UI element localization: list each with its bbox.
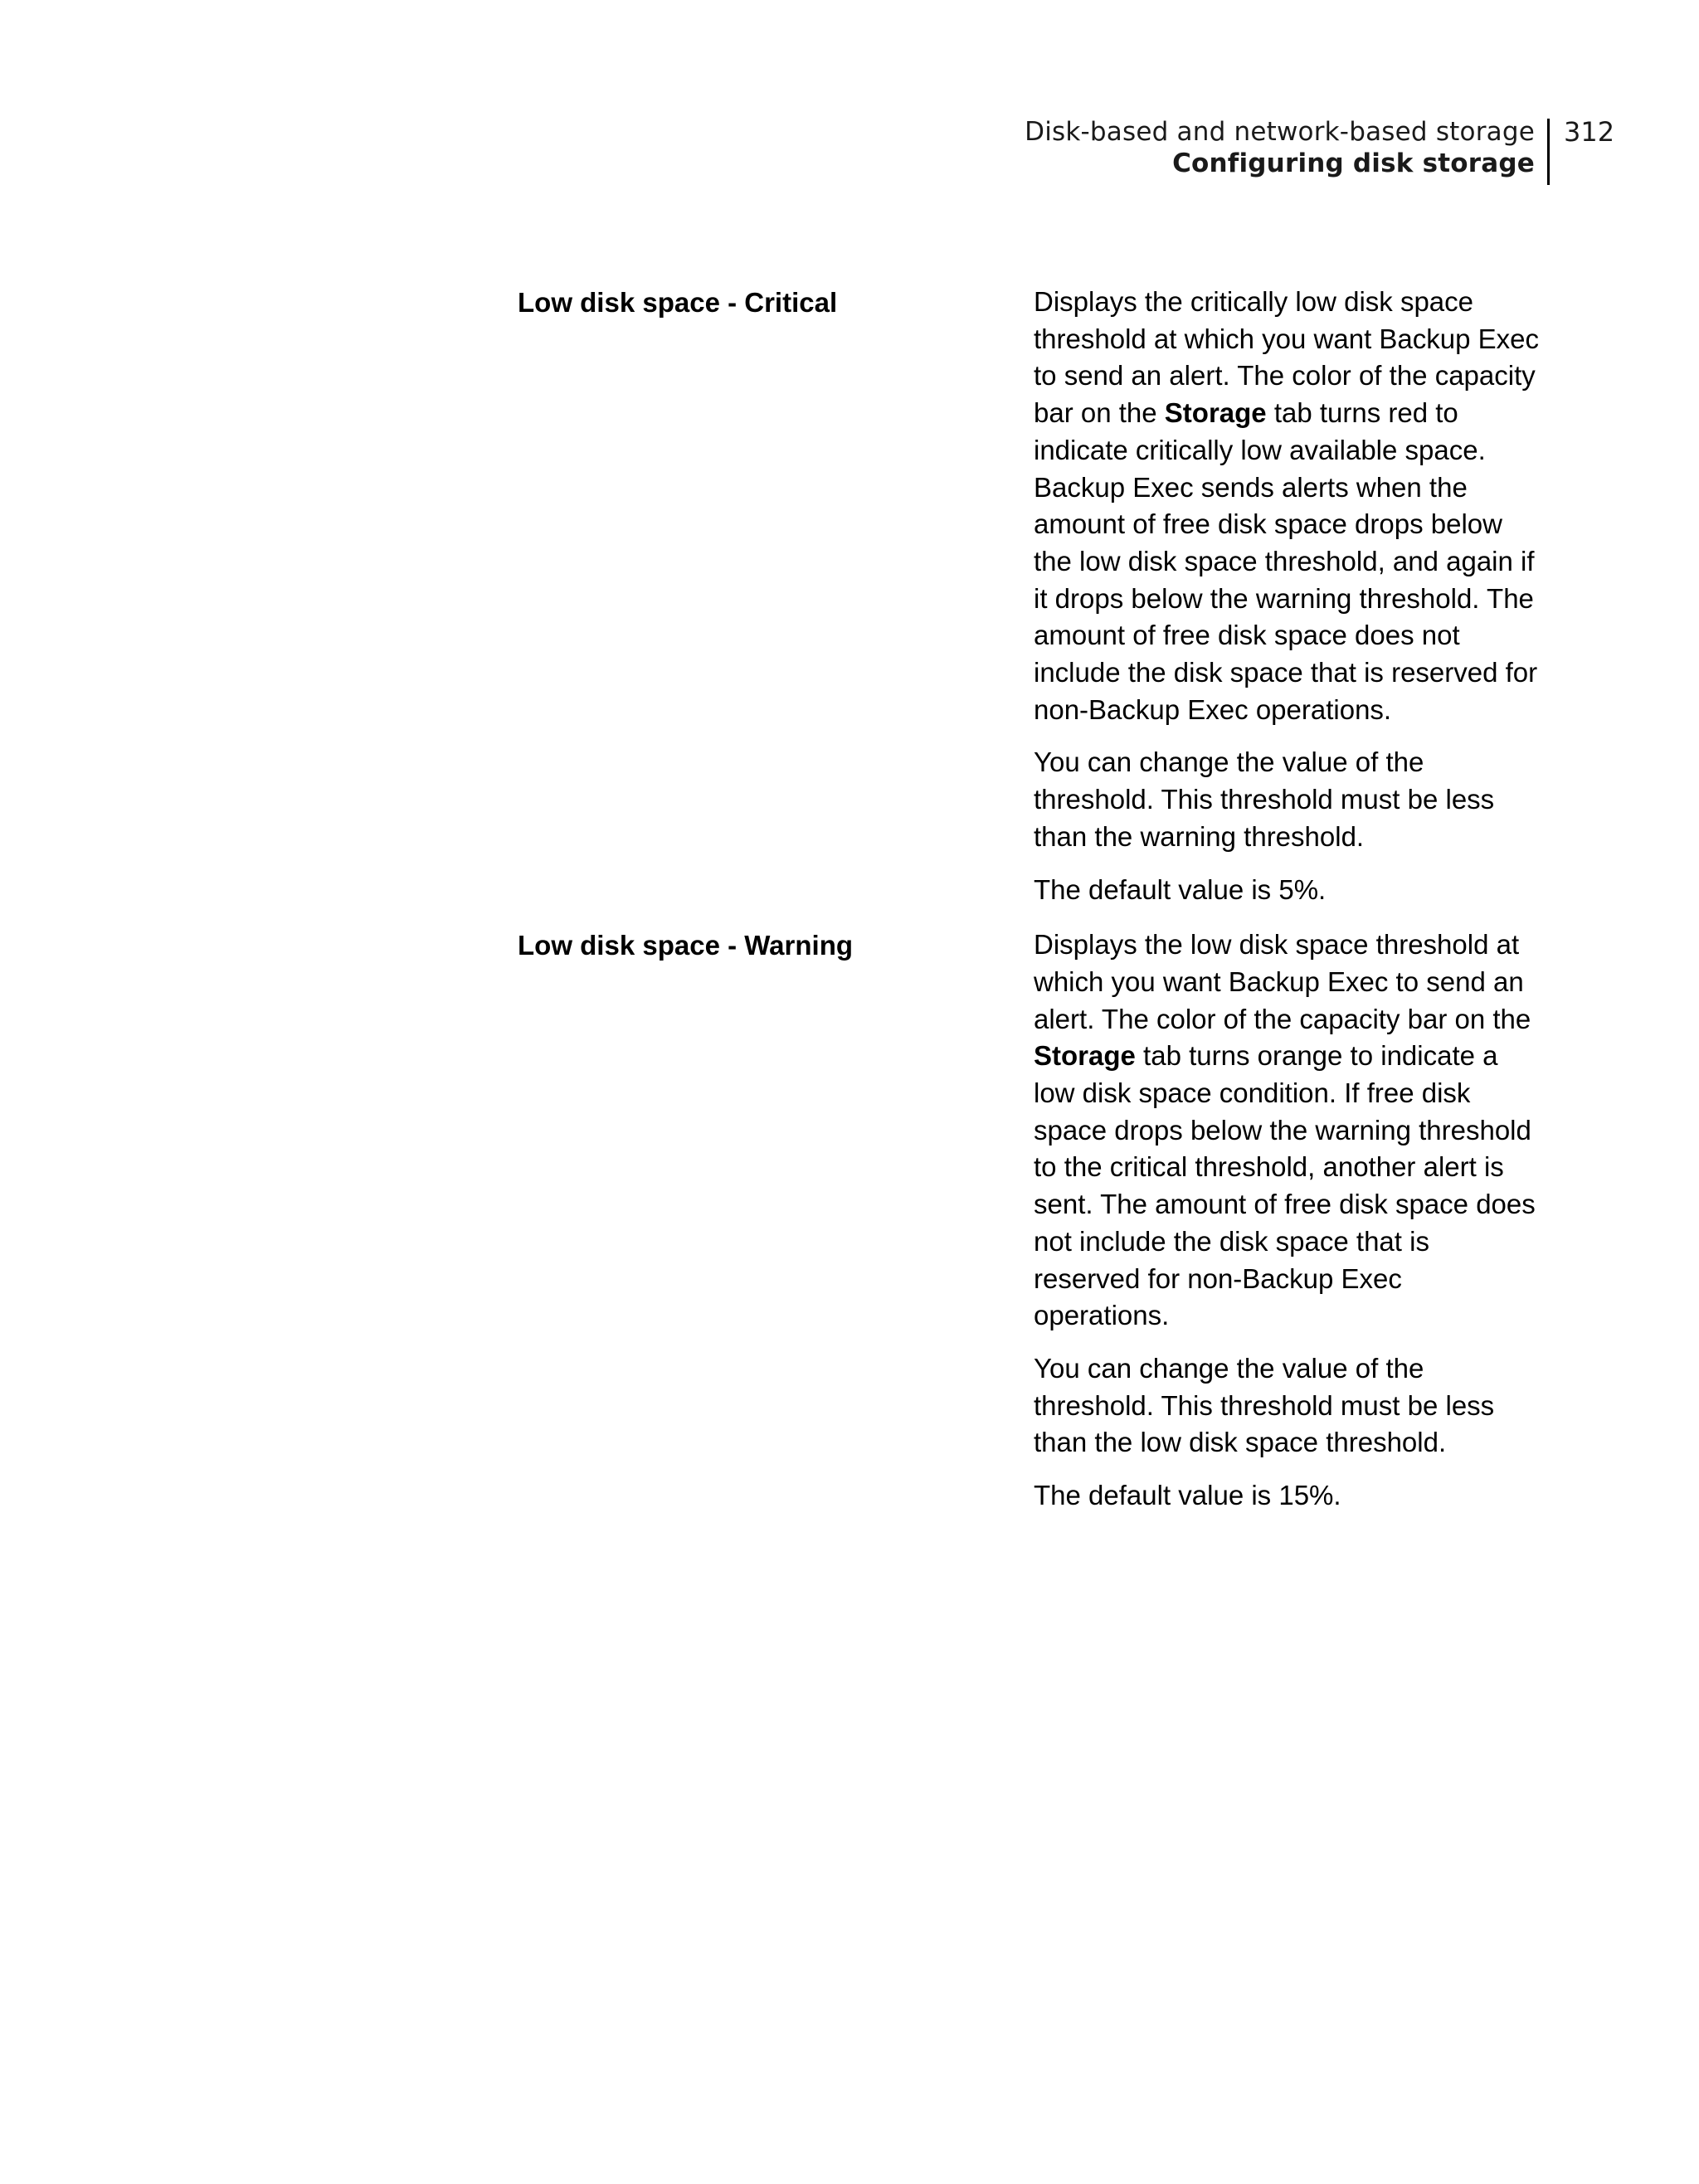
description-paragraph bbox=[1034, 927, 1540, 1335]
storage-tab-reference: Storage bbox=[1164, 397, 1267, 429]
term-label: Low disk space - Warning bbox=[518, 930, 854, 961]
running-header bbox=[0, 116, 1535, 179]
page-number: 312 bbox=[1564, 116, 1615, 148]
description-paragraph bbox=[1034, 284, 1540, 728]
section-title: Configuring disk storage bbox=[1172, 148, 1535, 178]
term-label: Low disk space - Critical bbox=[518, 287, 838, 318]
description-text: Displays the critically low disk space threshold at which you want Backup Exec to send an alert. The color of the capacity bar on the bbox=[1034, 286, 1540, 429]
definition-table bbox=[518, 284, 1538, 1533]
term-description bbox=[1034, 284, 1540, 908]
definition-row-critical bbox=[518, 284, 1538, 908]
description-paragraph: You can change the value of the threshold. This threshold must be less than the low disk space threshold. bbox=[1034, 1352, 1495, 1458]
default-value-note: The default value is 15%. bbox=[1034, 1480, 1341, 1511]
term-description bbox=[1034, 927, 1540, 1515]
description-paragraph: You can change the value of the threshold. This threshold must be less than the warning threshold. bbox=[1034, 747, 1495, 852]
definition-row-warning bbox=[518, 927, 1538, 1515]
description-text: tab turns red to indicate critically low available space. Backup Exec sends alerts when the amount of free disk space drops below the low disk space threshold, and again if it drops below the warning threshold. The amount of free disk space does not include the disk space that is reserved for non-Backup Exec operations. bbox=[1034, 397, 1538, 725]
storage-tab-reference: Storage bbox=[1034, 1040, 1136, 1072]
default-value-note: The default value is 5%. bbox=[1034, 873, 1327, 905]
description-text: tab turns orange to indicate a low disk space condition. If free disk space drops below the warning threshold to the critical threshold, another alert is sent. The amount of free disk space does not include the disk space that is reserved for non-Backup Exec operations. bbox=[1034, 1040, 1536, 1331]
description-text: Displays the low disk space threshold at which you want Backup Exec to send an alert. The color of the capacity bar on the bbox=[1034, 929, 1531, 1034]
chapter-title: Disk-based and network-based storage bbox=[1025, 117, 1535, 147]
header-divider bbox=[1547, 119, 1550, 185]
